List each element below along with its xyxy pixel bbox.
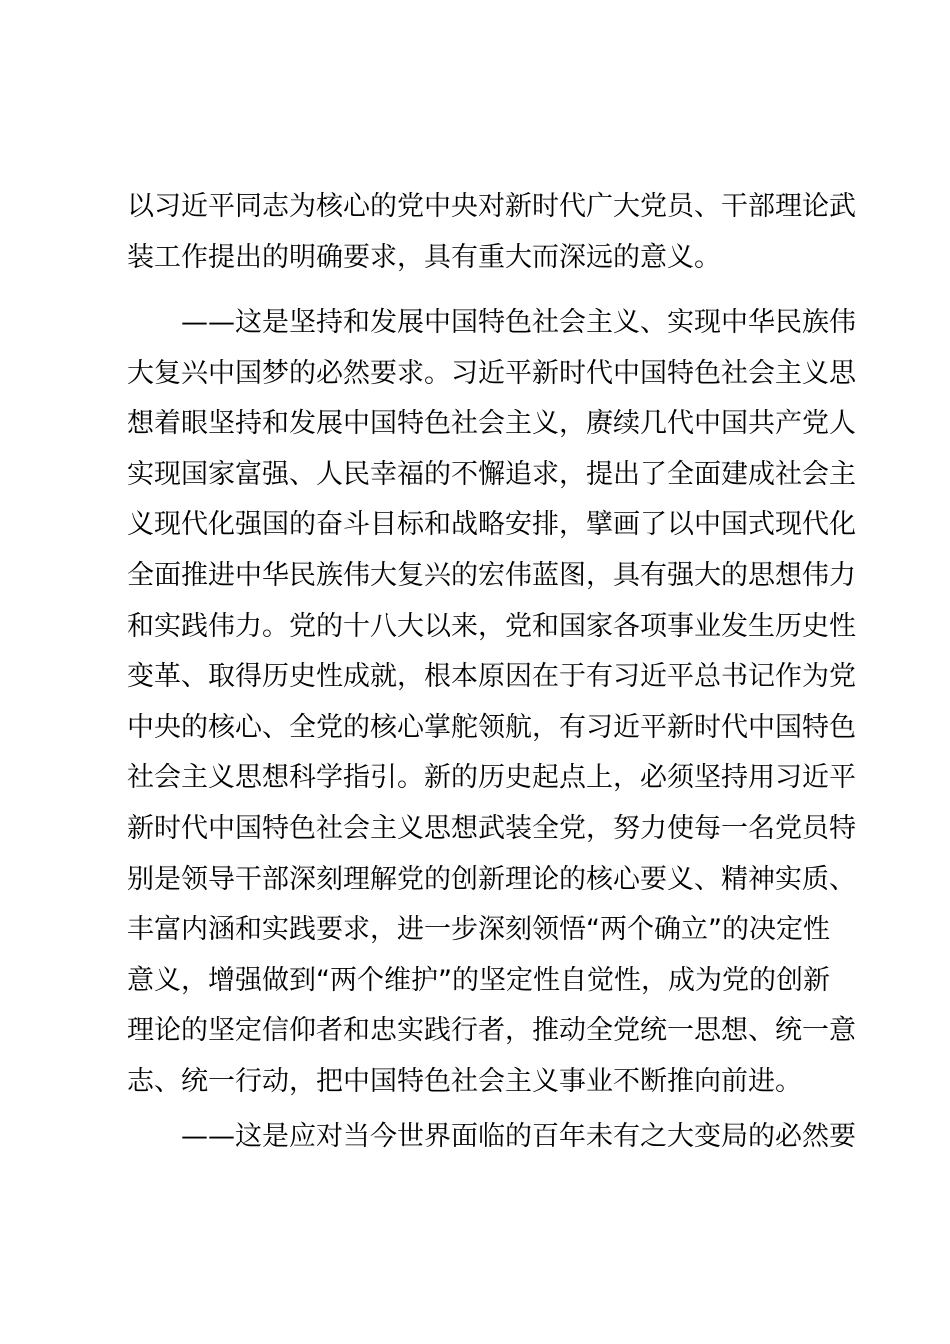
paragraph-line: 以习近平同志为核心的党中央对新时代广大党员、干部理论武 [127,191,856,222]
paragraph-line: 意义，增强做到“两个维护”的坚定性自觉性，成为党的创新 [127,964,830,996]
paragraph-line: 义现代化强国的奋斗目标和战略安排，擘画了以中国式现代化 [127,509,856,541]
paragraph-line: 别是领导干部深刻理解党的创新理论的核心要义、精神实质、 [127,863,856,895]
paragraph-line: 丰富内涵和实践要求，进一步深刻领悟“两个确立”的决定性 [127,914,830,946]
paragraph-line: 新时代中国特色社会主义思想武装全党，努力使每一名党员特 [127,812,856,844]
paragraph-line: 和实践伟力。党的十八大以来，党和国家各项事业发生历史性 [127,610,856,642]
paragraph-2 [127,298,856,1108]
paragraph-line: 社会主义思想科学指引。新的历史起点上，必须坚持用习近平 [127,762,856,794]
paragraph-line: 全面推进中华民族伟大复兴的宏伟蓝图，具有强大的思想伟力 [127,559,856,591]
paragraph-line: 大复兴中国梦的必然要求。习近平新时代中国特色社会主义思 [127,357,856,389]
paragraph-line: 中央的核心、全党的核心掌舵领航，有习近平新时代中国特色 [127,711,856,743]
paragraph-line: ——这是应对当今世界面临的百年未有之大变局的必然要 [181,1121,856,1152]
paragraph-line: 想着眼坚持和发展中国特色社会主义，赓续几代中国共产党人 [127,408,856,440]
paragraph-line: 理论的坚定信仰者和忠实践行者，推动全党统一思想、统一意 [127,1015,856,1047]
paragraph-3 [127,1112,856,1163]
paragraph-line: ——这是坚持和发展中国特色社会主义、实现中华民族伟 [181,307,856,338]
paragraph-line: 志、统一行动，把中国特色社会主义事业不断推向前进。 [127,1065,802,1097]
paragraph-line: 实现国家富强、人民幸福的不懈追求，提出了全面建成社会主 [127,458,856,490]
paragraph-line: 装工作提出的明确要求，具有重大而深远的意义。 [127,241,721,273]
paragraph-line: 变革、取得历史性成就，根本原因在于有习近平总书记作为党 [127,661,856,693]
paragraph-1 [127,182,856,283]
